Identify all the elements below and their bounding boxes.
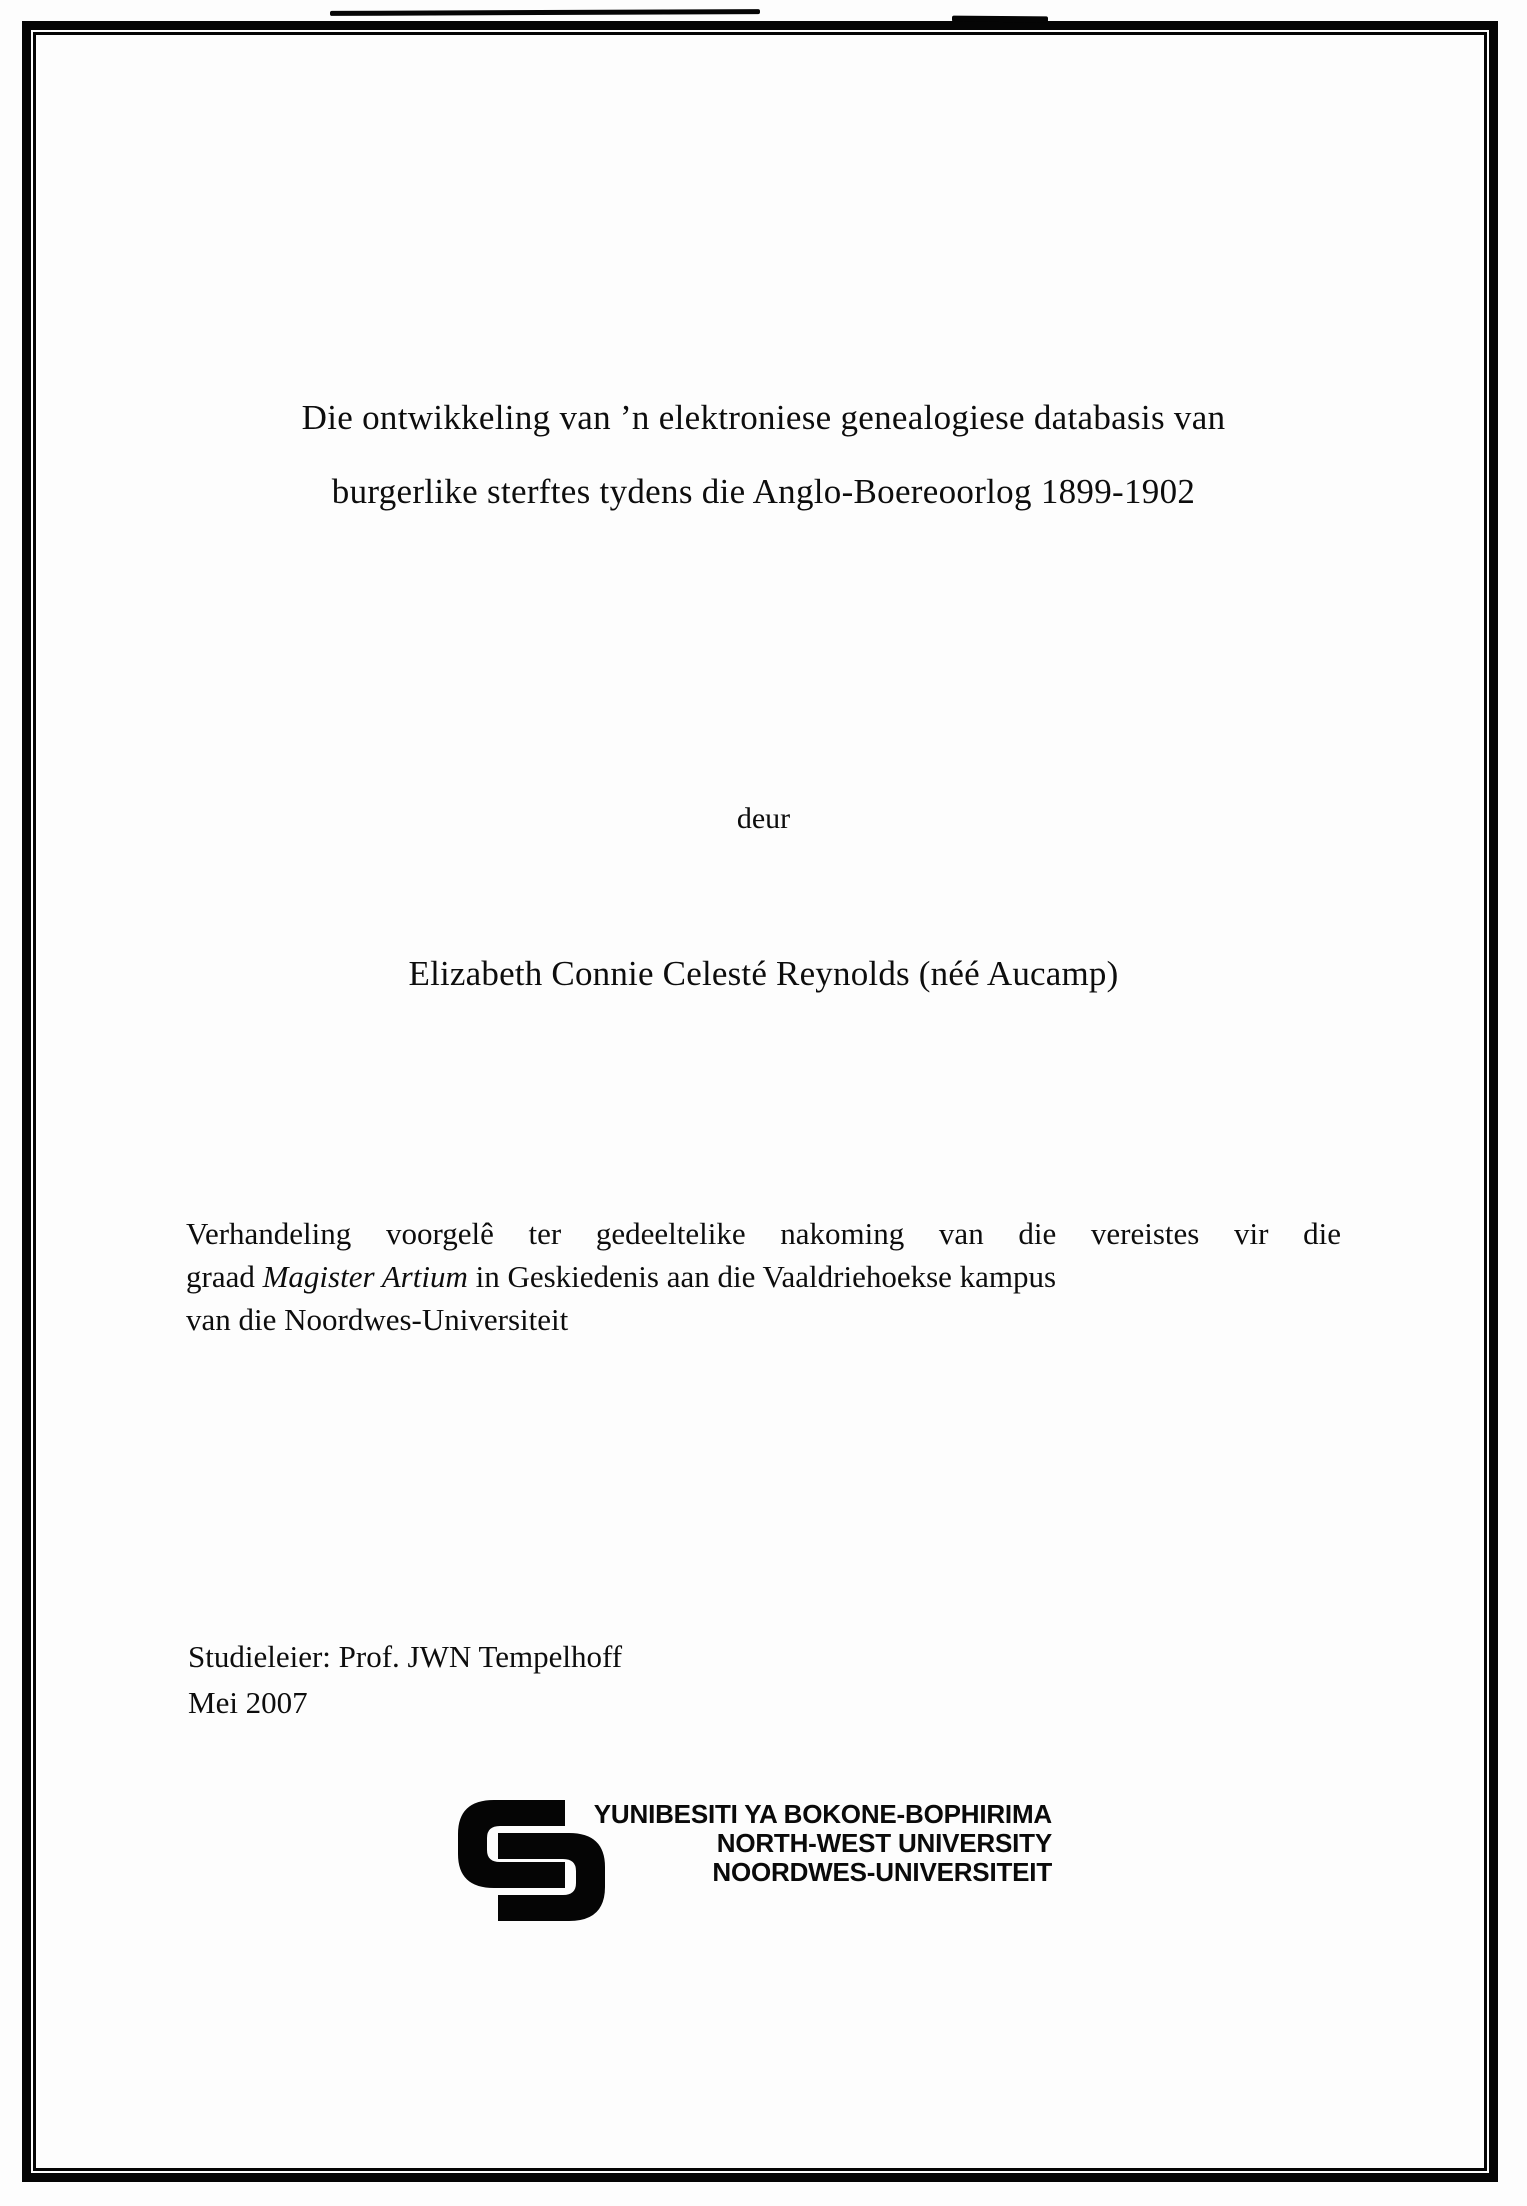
degree-name-italic: Magister Artium [262,1259,468,1294]
supervisor-block [188,1634,622,1726]
submission-line3: van die Noordwes-Universiteit [186,1302,569,1337]
date-line: Mei 2007 [188,1685,308,1720]
submission-statement [186,1212,1341,1341]
university-logo-text [588,1800,1052,1887]
thesis-title-line2: burgerlike sterftes tydens die Anglo-Boereoorlog 1899-1902 [331,472,1196,511]
logo-text-setswana: YUNIBESITI YA BOKONE-BOPHIRIMA [593,1799,1052,1829]
logo-text-afrikaans: NOORDWES-UNIVERSITEIT [712,1857,1052,1887]
scan-artifact [330,9,760,16]
author-name: Elizabeth Connie Celesté Reynolds (néé Aucamp) [408,954,1119,993]
thesis-title-line1: Die ontwikkeling van ’n elektroniese genealogiese databasis van [301,398,1226,437]
supervisor-line: Studieleier: Prof. JWN Tempelhoff [188,1639,623,1674]
byline-deur: deur [736,802,791,835]
submission-line2 [186,1255,1341,1298]
logo-text-english: NORTH-WEST UNIVERSITY [716,1828,1052,1858]
submission-line1: Verhandeling voorgelê ter gedeeltelike nakoming van die vereistes vir die [186,1216,1341,1251]
nwu-interlocking-links-icon [458,1800,605,1921]
submission-line2-suffix: in Geskiedenis aan die Vaaldriehoekse kampus [467,1259,1057,1294]
scan-artifact [952,16,1048,23]
university-logo [458,1798,1058,1933]
submission-line2-prefix: graad [186,1259,263,1294]
